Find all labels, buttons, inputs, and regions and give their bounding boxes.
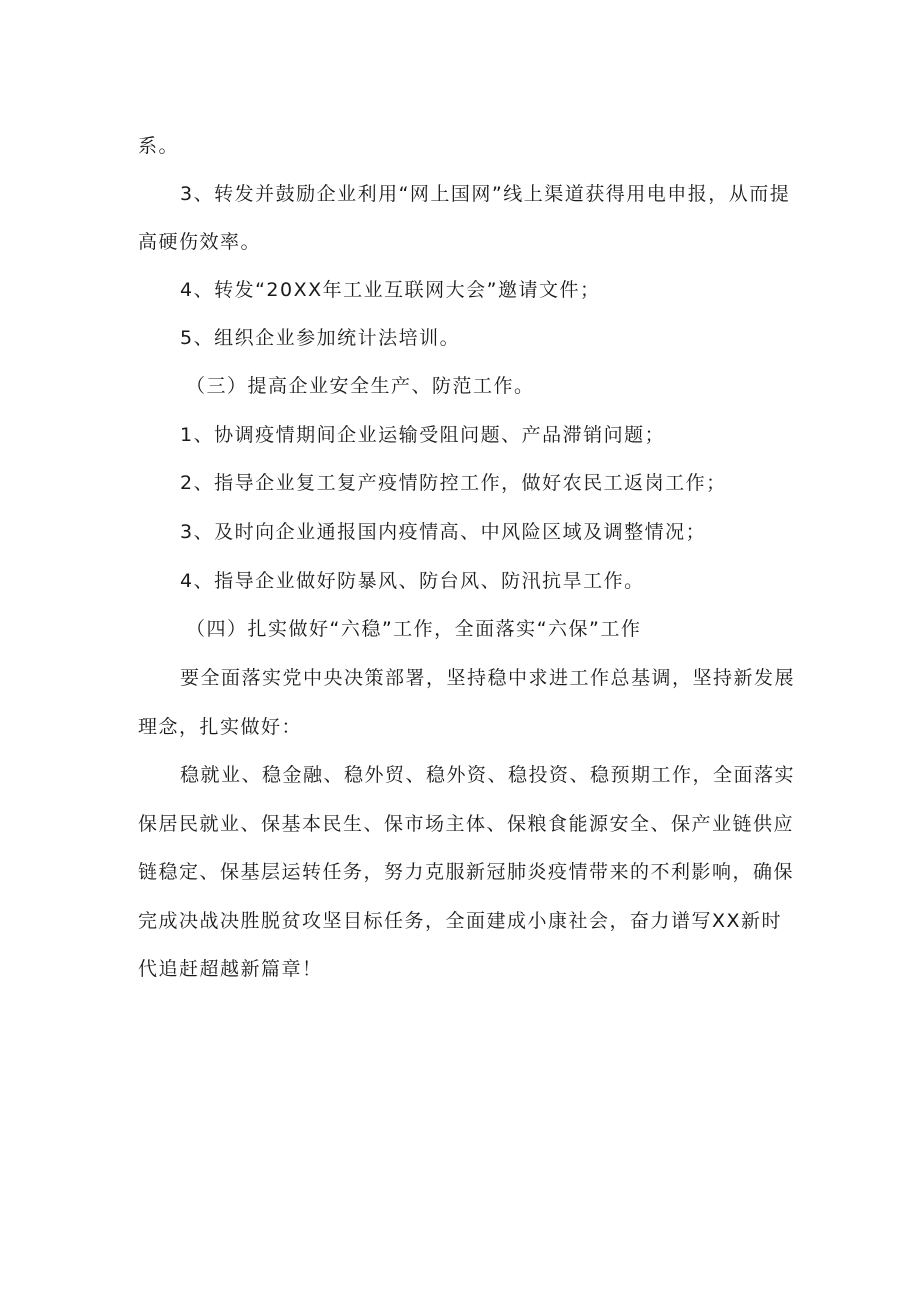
text-line: 代追赶超越新篇章！ bbox=[138, 958, 323, 980]
text-line: 3、转发并鼓励企业利用“网上国网”线上渠道获得用电申报，从而提 bbox=[180, 183, 791, 205]
section-heading: （四）扎实做好“六稳”工作，全面落实“六保”工作 bbox=[186, 618, 642, 640]
text-line: 系。 bbox=[138, 135, 180, 157]
text-line: 理念，扎实做好： bbox=[138, 716, 303, 738]
text-line: 链稳定、保基层运转任务，努力克服新冠肺炎疫情带来的不利影响，确保 bbox=[138, 861, 795, 883]
text-line: 完成决战决胜脱贫攻坚目标任务，全面建成小康社会，奋力谱写XX新时 bbox=[138, 910, 783, 932]
text-line: 4、指导企业做好防暴风、防台风、防汛抗旱工作。 bbox=[180, 570, 645, 592]
text-line: 保居民就业、保基本民生、保市场主体、保粮食能源安全、保产业链供应 bbox=[138, 813, 795, 835]
text-line: 4、转发“20XX年工业互联网大会”邀请文件； bbox=[180, 279, 601, 301]
text-line: 1、协调疫情期间企业运输受阻问题、产品滞销问题； bbox=[180, 424, 666, 446]
text-line: 高硬伤效率。 bbox=[138, 231, 262, 253]
text-line: 3、及时向企业通报国内疫情高、中风险区域及调整情况； bbox=[180, 521, 707, 543]
text-line: 稳就业、稳金融、稳外贸、稳外资、稳投资、稳预期工作，全面落实 bbox=[180, 764, 796, 786]
text-line: 2、指导企业复工复产疫情防控工作，做好农民工返岗工作； bbox=[180, 472, 727, 494]
section-heading: （三）提高企业安全生产、防范工作。 bbox=[186, 375, 535, 397]
text-line: 要全面落实党中央决策部署，坚持稳中求进工作总基调，坚持新发展 bbox=[180, 667, 796, 689]
text-line: 5、组织企业参加统计法培训。 bbox=[180, 327, 461, 349]
